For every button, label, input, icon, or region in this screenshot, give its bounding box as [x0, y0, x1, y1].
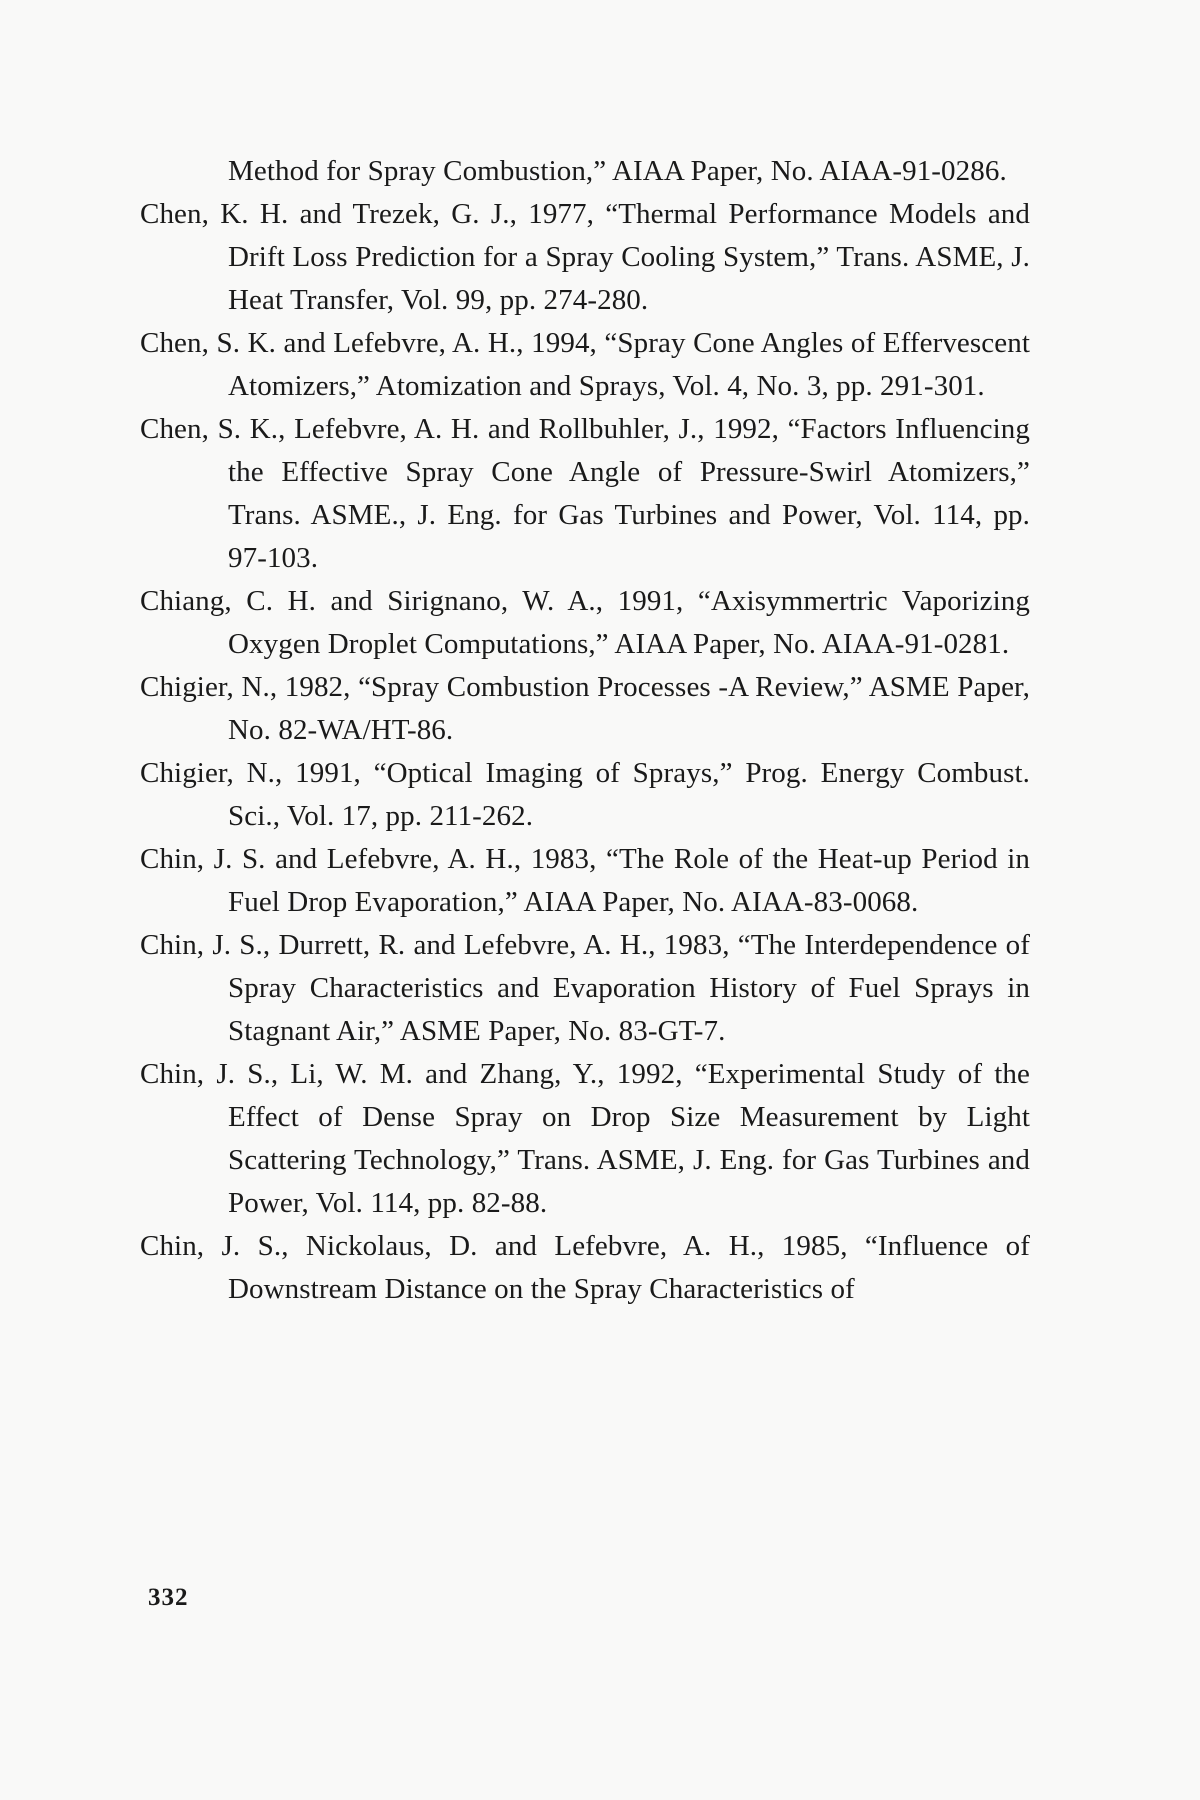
reference-entry: Chen, K. H. and Trezek, G. J., 1977, “Thermal Performance Models and Drift Loss Prediction for a Spray Cooling System,” Trans. ASME, J. Heat Transfer, Vol. 99, pp. 274-280.: [140, 198, 1030, 316]
page-number: 332: [148, 1584, 189, 1611]
reference-entry: Chiang, C. H. and Sirignano, W. A., 1991, “Axisymmertric Vaporizing Oxygen Droplet Computations,” AIAA Paper, No. AIAA-91-0281.: [140, 585, 1030, 660]
reference-entry: Chin, J. S., Nickolaus, D. and Lefebvre, A. H., 1985, “Influence of Downstream Distance on the Spray Characteristics of: [140, 1230, 1030, 1305]
reference-entry: Chin, J. S. and Lefebvre, A. H., 1983, “The Role of the Heat-up Period in Fuel Drop Evaporation,” AIAA Paper, No. AIAA-83-0068.: [140, 843, 1030, 918]
reference-entry: Chin, J. S., Durrett, R. and Lefebvre, A. H., 1983, “The Interdependence of Spray Characteristics and Evaporation History of Fuel Sprays in Stagnant Air,” ASME Paper, No. 83-GT-7.: [140, 929, 1030, 1047]
reference-entry-continued: Method for Spray Combustion,” AIAA Paper, No. AIAA-91-0286.: [228, 155, 1007, 187]
reference-entry: Chigier, N., 1991, “Optical Imaging of Sprays,” Prog. Energy Combust. Sci., Vol. 17, pp. 211-262.: [140, 757, 1030, 832]
reference-entry: Chen, S. K., Lefebvre, A. H. and Rollbuhler, J., 1992, “Factors Influencing the Effective Spray Cone Angle of Pressure-Swirl Atomizers,” Trans. ASME., J. Eng. for Gas Turbines and Power, Vol. 114, pp. 97-103.: [140, 413, 1030, 574]
reference-list: [140, 150, 1030, 1311]
reference-entry: Chigier, N., 1982, “Spray Combustion Processes -A Review,” ASME Paper, No. 82-WA/HT-86.: [140, 671, 1030, 746]
reference-entry: Chen, S. K. and Lefebvre, A. H., 1994, “Spray Cone Angles of Effervescent Atomizers,” Atomization and Sprays, Vol. 4, No. 3, pp. 291-301.: [140, 327, 1030, 402]
reference-entry: Chin, J. S., Li, W. M. and Zhang, Y., 1992, “Experimental Study of the Effect of Dense Spray on Drop Size Measurement by Light Scattering Technology,” Trans. ASME, J. Eng. for Gas Turbines and Power, Vol. 114, pp. 82-88.: [140, 1058, 1030, 1219]
